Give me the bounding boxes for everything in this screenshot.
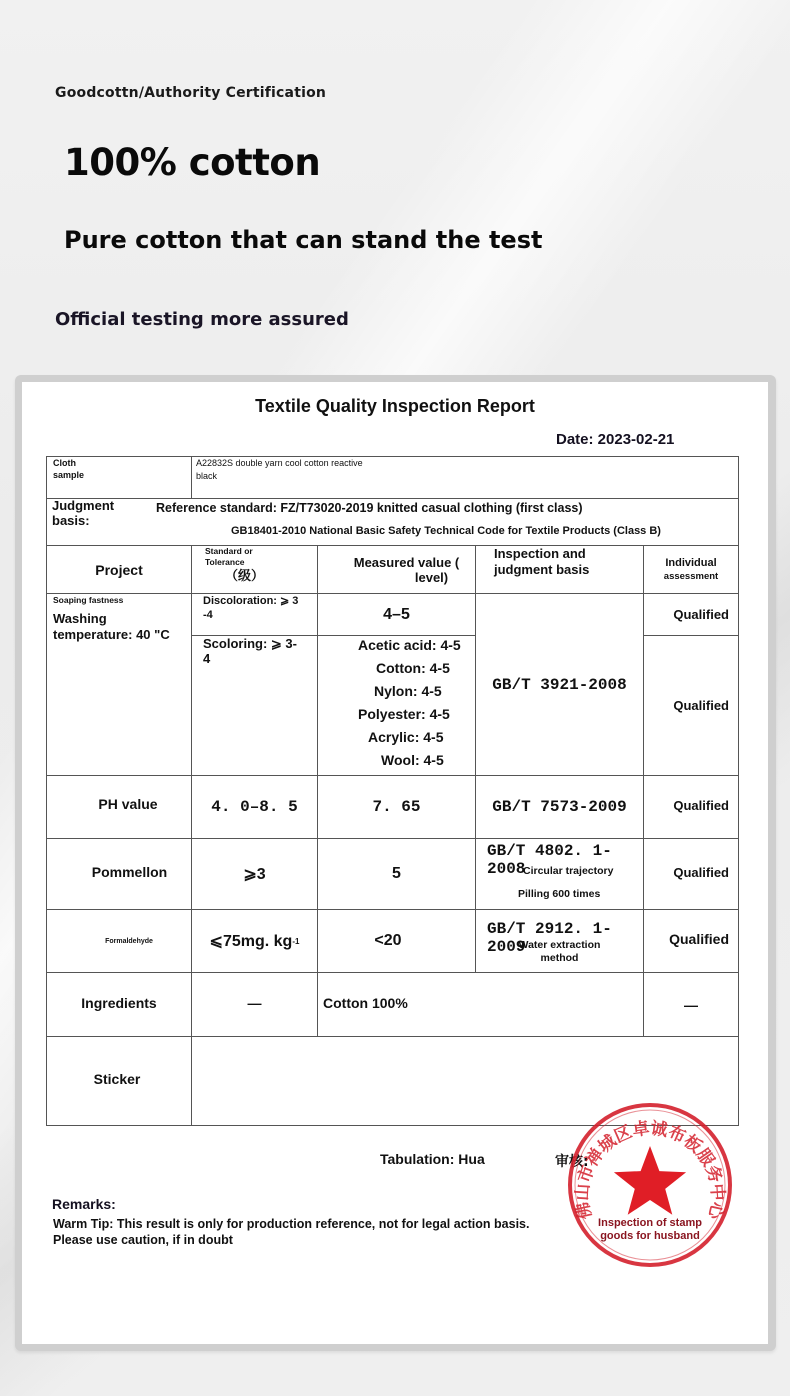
scoloring-measured-item: Acetic acid: 4-5 (358, 637, 461, 653)
pilling-measured: 5 (392, 865, 401, 882)
stamp-seal (562, 1100, 738, 1270)
ph-basis: GB/T 7573-2009 (492, 798, 627, 816)
pilling-standard: ⩾3 (243, 866, 266, 883)
official-stamp (562, 1100, 738, 1270)
scoloring-measured-item: Wool: 4-5 (381, 752, 444, 768)
formaldehyde-assessment: Qualified (669, 931, 729, 947)
judgment-reference-standard: Reference standard: FZ/T73020-2019 knitted casual clothing (first class) (156, 501, 583, 515)
remarks-label: Remarks: (52, 1196, 116, 1212)
stamp-caption-line2: goods for husband (600, 1230, 700, 1242)
ingredients-assessment: — (684, 996, 698, 1013)
sticker-project: Sticker (93, 1071, 141, 1087)
header-assessment: Individual assessment (663, 557, 719, 582)
ingredients-measured: Cotton 100% (323, 995, 408, 1011)
ph-standard: 4. 0–8. 5 (211, 798, 298, 816)
pilling-assessment: Qualified (673, 864, 729, 880)
discoloration-standard: Discoloration: ⩾ 3 -4 (203, 595, 299, 621)
header-measured: Measured value ( level) (353, 554, 460, 585)
cloth-sample-label: Cloth sample (53, 458, 85, 480)
official-testing-label: Official testing more assured (55, 309, 349, 330)
pilling-project: Pommellon (91, 864, 168, 880)
hero-subtitle: Pure cotton that can stand the test (64, 226, 543, 254)
soaping-basis: GB/T 3921-2008 (492, 675, 627, 694)
formaldehyde-standard: ⩽75mg. kg -1 (209, 933, 300, 950)
stamp-ring-text: 佛山市禅城区卓诚布板服务中心 (572, 1118, 728, 1222)
formaldehyde-project: Formaldehyde (105, 937, 153, 945)
judgment-safety-code: GB18401-2010 National Basic Safety Technical Code for Textile Products (Class B) (231, 525, 661, 537)
scoloring-measured-item: Polyester: 4-5 (358, 706, 450, 722)
report-title: Textile Quality Inspection Report (255, 396, 535, 416)
formaldehyde-measured: <20 (374, 932, 402, 949)
remarks-text: Warm Tip: This result is only for production reference, not for legal action basis. Please use caution, if in doubt (53, 1217, 530, 1247)
scoloring-standard: Scoloring: ⩾ 3- 4 (203, 636, 297, 666)
ph-project: PH value (98, 796, 158, 812)
ingredients-project: Ingredients (81, 995, 157, 1011)
scoloring-measured-item: Acrylic: 4-5 (368, 729, 444, 745)
tabulation-label: Tabulation: Hua (380, 1151, 485, 1167)
scoloring-measured-item: Nylon: 4-5 (374, 683, 442, 699)
formaldehyde-basis: GB/T 2912. 1-2009 Water extraction method (487, 920, 612, 964)
ph-measured: 7. 65 (372, 798, 421, 816)
star-icon (614, 1146, 686, 1215)
discoloration-measured: 4–5 (383, 605, 410, 623)
report-date: Date: 2023-02-21 (556, 431, 675, 448)
cloth-sample-value: A22832S double yarn cool cotton reactive black (196, 458, 363, 481)
scoloring-assessment: Qualified (673, 698, 729, 713)
certification-label: Goodcottn/Authority Certification (55, 85, 327, 101)
header-project: Project (95, 561, 143, 578)
soaping-fastness-project: Soaping fastness Washing temperature: 40 "C (53, 595, 170, 642)
ingredients-standard: — (247, 995, 262, 1011)
review-label: 审核: (555, 1154, 589, 1170)
scoloring-measured-list (318, 636, 475, 775)
judgment-basis-label: Judgment basis: (52, 498, 115, 528)
pilling-basis: GB/T 4802. 1-2008 Circular trajectory Pilling 600 times (487, 842, 614, 900)
hero-title: 100% cotton (64, 141, 321, 184)
ph-assessment: Qualified (673, 797, 729, 813)
stamp-caption-line1: Inspection of stamp (598, 1217, 702, 1229)
discoloration-assessment: Qualified (673, 607, 729, 622)
header-standard: Standard or Tolerance （级） (205, 546, 265, 583)
scoloring-measured-item: Cotton: 4-5 (376, 660, 450, 676)
header-basis: Inspection and judgment basis (494, 546, 590, 577)
